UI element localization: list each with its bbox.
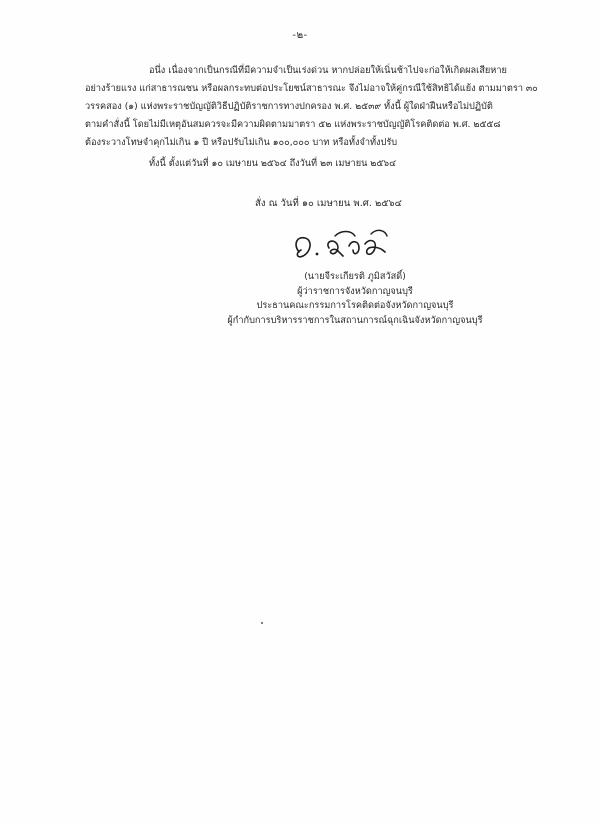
order-body xyxy=(85,62,537,173)
paragraph-line: ต้องระวางโทษจำคุกไม่เกิน ๑ ปี หรือปรับไม่เกิน ๑๐๐,๐๐๐ บาท หรือทั้งจำทั้งปรับ xyxy=(85,137,398,148)
signatory-title: ผู้ว่าราชการจังหวัดกาญจนบุรี xyxy=(297,285,413,297)
effective-period: ทั้งนี้ ตั้งแต่วันที่ ๑๐ เมษายน ๒๕๖๔ ถึงวันที่ ๒๓ เมษายน ๒๕๖๔ xyxy=(149,158,397,169)
paragraph-line: วรรคสอง (๑) แห่งพระราชบัญญัติวิธีปฏิบัติราชการทางปกครอง พ.ศ. ๒๕๓๙ ทั้งนี้ ผู้ใดฝ่าฝืนหรือไม่ปฏิบัติ xyxy=(85,101,493,112)
signatory-block xyxy=(190,270,520,328)
paragraph-line: ตามคำสั่งนี้ โดยไม่มีเหตุอันสมควรจะมีความผิดตามมาตรา ๕๒ แห่งพระราชบัญญัติโรคติดต่อ พ.ศ. ๒๕๕๘ xyxy=(85,119,501,130)
paragraph-line: อนึ่ง เนื่องจากเป็นกรณีที่มีความจำเป็นเร่งด่วน หากปล่อยให้เนิ่นช้าไปจะก่อให้เกิดผลเสียหาย xyxy=(149,65,507,76)
order-date: สั่ง ณ วันที่ ๑๐ เมษายน พ.ศ. ๒๕๖๔ xyxy=(255,198,402,209)
handwritten-signature xyxy=(285,226,395,266)
signatory-title: ผู้กำกับการบริหารราชการในสถานการณ์ฉุกเฉินจังหวัดกาญจนบุรี xyxy=(227,314,483,326)
paragraph-line: อย่างร้ายแรง แก่สาธารณชน หรือผลกระทบต่อประโยชน์สาธารณะ จึงไม่อาจให้คู่กรณีใช้สิทธิได้แย้ง ตามมาตรา ๓๐ xyxy=(85,83,538,94)
scan-speck xyxy=(261,622,263,624)
signatory-name: (นายจีระเกียรติ ภูมิสวัสดิ์) xyxy=(304,271,406,282)
signatory-title: ประธานคณะกรรมการโรคติดต่อจังหวัดกาญจนบุรี xyxy=(256,300,454,311)
page-number: -๒- xyxy=(292,30,308,41)
